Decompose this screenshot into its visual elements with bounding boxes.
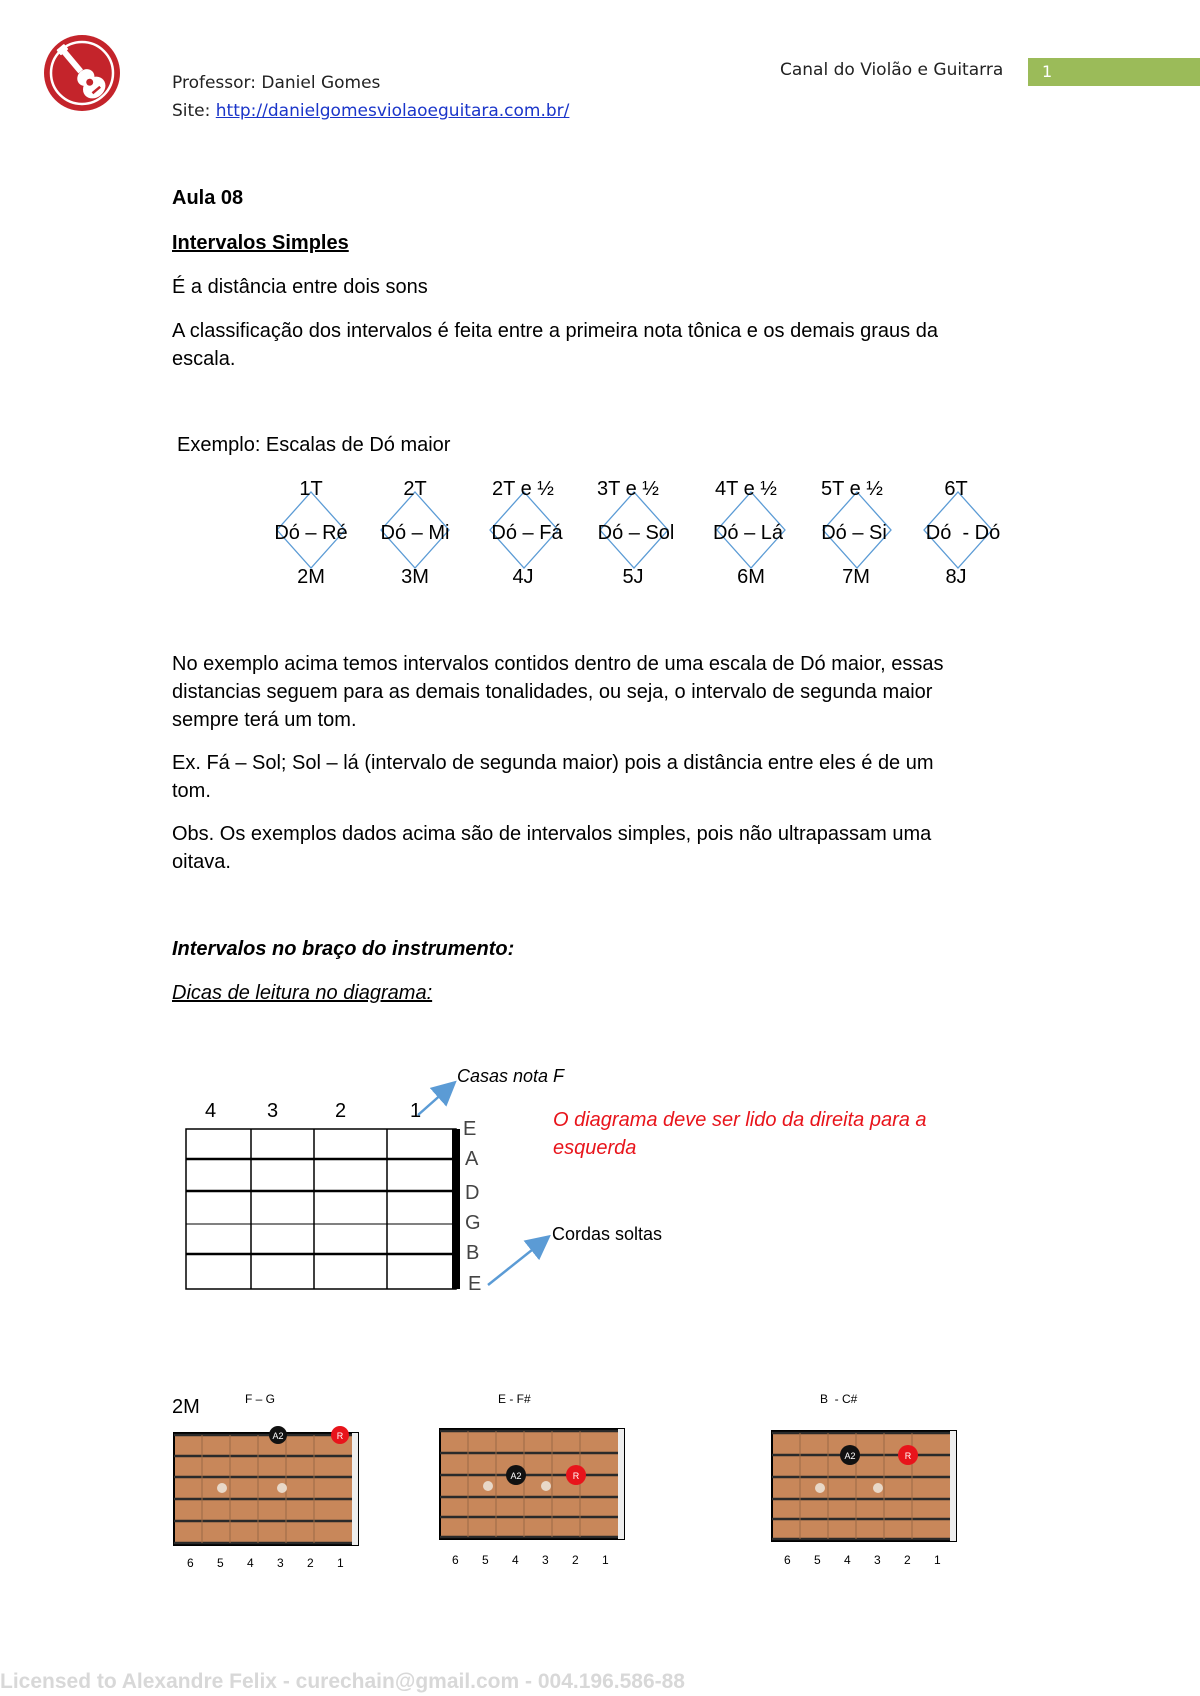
interval-top: 1T xyxy=(299,478,323,500)
fret-number: 4 xyxy=(205,1100,217,1122)
interval-notes: Dó – Si xyxy=(821,522,887,544)
fretboard-title: B - C# xyxy=(820,1392,858,1406)
section-label-2m: 2M xyxy=(172,1396,200,1418)
guitar-logo-icon xyxy=(42,33,122,113)
interval-bottom: 3M xyxy=(401,566,429,588)
reading-note-line-2: esquerda xyxy=(553,1137,637,1159)
fret-number: 3 xyxy=(267,1100,279,1122)
root-marker-label: R xyxy=(904,1451,912,1461)
fret-number: 1 xyxy=(410,1100,422,1122)
interval-bottom: 6M xyxy=(737,566,765,588)
interval-notes: Dó – Fá xyxy=(491,522,563,544)
paragraph-2-line-2: tom. xyxy=(172,780,211,802)
interval-bottom: 5J xyxy=(622,566,644,588)
interval-top: 3T e ½ xyxy=(597,478,659,500)
root-marker-label: R xyxy=(572,1471,580,1481)
lesson-title: Aula 08 xyxy=(172,187,244,209)
string-name: D xyxy=(465,1182,480,1204)
interval-notes: Dó - Dó xyxy=(925,522,1001,544)
fretboard-f-g xyxy=(172,1425,360,1547)
root-marker-label: R xyxy=(336,1431,344,1441)
string-number: 3 xyxy=(277,1556,284,1570)
open-strings-label: Cordas soltas xyxy=(552,1224,663,1244)
string-number: 4 xyxy=(844,1553,851,1567)
string-number: 4 xyxy=(512,1553,519,1567)
casas-label: Casas nota F xyxy=(457,1066,565,1086)
string-number: 3 xyxy=(874,1553,881,1567)
site-label: Site: xyxy=(172,101,216,121)
section-title: Intervalos Simples xyxy=(172,232,349,254)
paragraph-1-line-2: distancias seguem para as demais tonalidades, ou seja, o intervalo de segunda maior xyxy=(172,681,933,703)
string-number: 3 xyxy=(542,1553,549,1567)
interval-top: 6T xyxy=(944,478,968,500)
string-number: 2 xyxy=(904,1553,911,1567)
string-number: 2 xyxy=(572,1553,579,1567)
string-number: 1 xyxy=(337,1556,344,1570)
fretboard-e-fsharp xyxy=(438,1425,626,1547)
reading-note-line-1: O diagrama deve ser lido da direita para a xyxy=(553,1109,927,1131)
classification-line-2: escala. xyxy=(172,348,236,370)
string-name: A xyxy=(465,1148,479,1170)
license-watermark: Licensed to Alexandre Felix - curechain@gmail.com - 004.196.586-88 xyxy=(0,1670,685,1693)
string-number: 4 xyxy=(247,1556,254,1570)
tips-heading: Dicas de leitura no diagrama: xyxy=(172,982,433,1004)
professor-name: Professor: Daniel Gomes xyxy=(172,73,381,93)
interval-top: 2T xyxy=(403,478,427,500)
interval-notes: Dó – Lá xyxy=(712,522,784,544)
paragraph-1-line-1: No exemplo acima temos intervalos contidos dentro de uma escala de Dó maior, essas xyxy=(172,653,944,675)
string-name: E xyxy=(463,1118,477,1140)
interval-notes: Dó – Ré xyxy=(274,522,348,544)
string-number: 1 xyxy=(602,1553,609,1567)
string-number: 5 xyxy=(217,1556,224,1570)
string-number: 6 xyxy=(784,1553,791,1567)
string-number: 2 xyxy=(307,1556,314,1570)
string-number: 5 xyxy=(814,1553,821,1567)
definition-text: É a distância entre dois sons xyxy=(172,276,428,298)
classification-line-1: A classificação dos intervalos é feita entre a primeira nota tônica e os demais graus da xyxy=(172,320,938,342)
interval-marker-label: A2 xyxy=(844,1451,856,1461)
paragraph-2-line-1: Ex. Fá – Sol; Sol – lá (intervalo de segunda maior) pois a distância entre eles é de um xyxy=(172,752,934,774)
site-line xyxy=(172,101,569,121)
interval-marker-label: A2 xyxy=(272,1431,284,1441)
fretboard-b-csharp xyxy=(770,1425,958,1547)
interval-top: 4T e ½ xyxy=(715,478,777,500)
interval-bottom: 4J xyxy=(512,566,534,588)
string-name: E xyxy=(468,1273,482,1295)
interval-bottom: 7M xyxy=(842,566,870,588)
paragraph-3-line-1: Obs. Os exemplos dados acima são de intervalos simples, pois não ultrapassam uma xyxy=(172,823,932,845)
string-number: 6 xyxy=(187,1556,194,1570)
legend-arrows xyxy=(400,1065,560,1295)
interval-marker-label: A2 xyxy=(510,1471,522,1481)
channel-name: Canal do Violão e Guitarra xyxy=(780,60,1004,80)
example-label: Exemplo: Escalas de Dó maior xyxy=(177,434,451,456)
instrument-heading: Intervalos no braço do instrumento: xyxy=(172,938,515,960)
fretboard-title: F – G xyxy=(245,1392,276,1406)
interval-notes: Dó – Mi xyxy=(380,522,450,544)
page-number: 1 xyxy=(1028,58,1200,86)
interval-top: 5T e ½ xyxy=(821,478,883,500)
interval-bottom: 2M xyxy=(297,566,325,588)
interval-top: 2T e ½ xyxy=(492,478,554,500)
site-link[interactable]: http://danielgomesviolaoeguitara.com.br/ xyxy=(215,101,570,121)
interval-notes: Dó – Sol xyxy=(597,522,675,544)
string-number: 6 xyxy=(452,1553,459,1567)
paragraph-3-line-2: oitava. xyxy=(172,851,231,873)
string-number: 1 xyxy=(934,1553,941,1567)
string-name: G xyxy=(465,1212,481,1234)
interval-bottom: 8J xyxy=(945,566,967,588)
paragraph-1-line-3: sempre terá um tom. xyxy=(172,709,357,731)
fret-number: 2 xyxy=(335,1100,347,1122)
string-name: B xyxy=(466,1242,480,1264)
string-number: 5 xyxy=(482,1553,489,1567)
fretboard-title: E - F# xyxy=(498,1392,531,1406)
